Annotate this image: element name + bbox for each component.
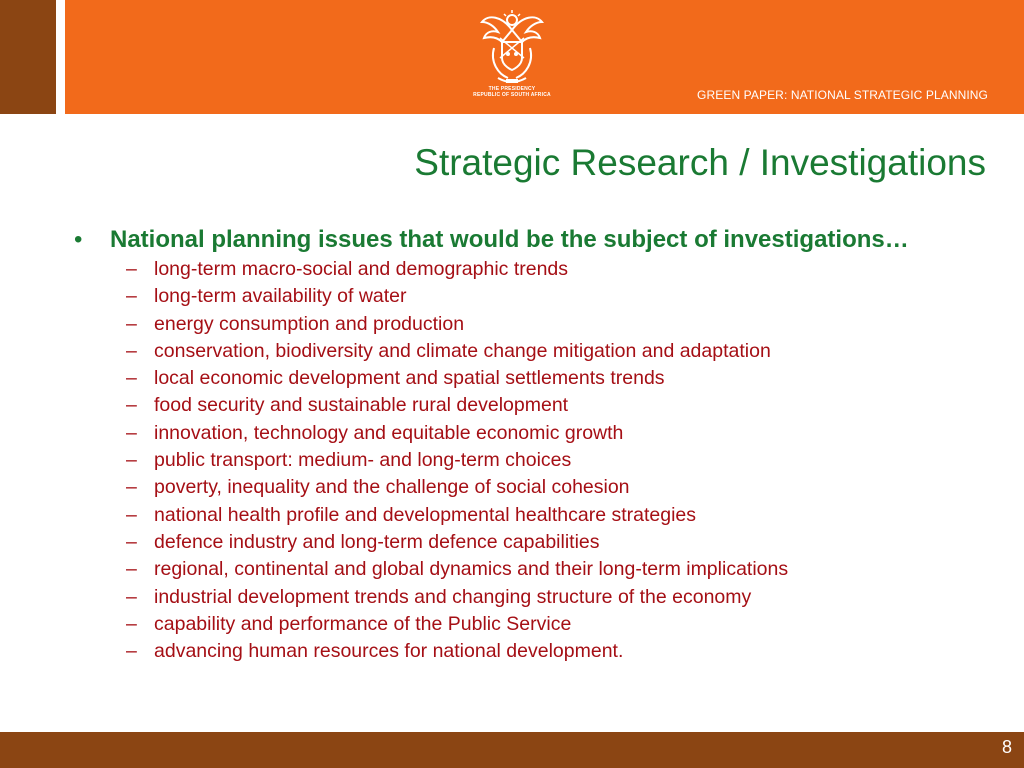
dash-marker: – <box>126 312 137 335</box>
sub-bullet-list <box>70 256 970 665</box>
main-bullet-text: National planning issues that would be the subject of investigations… <box>110 226 909 253</box>
sub-bullet-item <box>70 365 970 392</box>
sub-bullet-text: national health profile and developmental healthcare strategies <box>154 503 697 526</box>
coat-of-arms-icon <box>476 8 548 88</box>
crest-caption <box>448 86 576 98</box>
sub-bullet-text: industrial development trends and changing structure of the economy <box>154 585 752 608</box>
sub-bullet-text: defence industry and long-term defence capabilities <box>154 530 600 553</box>
dash-marker: – <box>126 421 137 444</box>
dash-marker: – <box>126 285 137 308</box>
document-title: GREEN PAPER: NATIONAL STRATEGIC PLANNING <box>697 88 988 102</box>
header-left-bar <box>0 0 56 114</box>
sub-bullet-item <box>70 474 970 501</box>
sub-bullet-item <box>70 338 970 365</box>
dash-marker: – <box>126 339 137 362</box>
slide-content <box>70 226 970 665</box>
bullet-marker: • <box>74 226 83 253</box>
sub-bullet-text: conservation, biodiversity and climate change mitigation and adaptation <box>154 339 771 362</box>
sub-bullet-item <box>70 556 970 583</box>
main-bullet <box>70 226 970 254</box>
sub-bullet-item <box>70 611 970 638</box>
dash-marker: – <box>126 530 137 553</box>
sub-bullet-text: long-term macro-social and demographic trends <box>154 258 569 280</box>
sub-bullet-item <box>70 420 970 447</box>
sub-bullet-text: local economic development and spatial settlements trends <box>154 367 665 390</box>
sub-bullet-text: food security and sustainable rural development <box>154 394 569 417</box>
slide-title: Strategic Research / Investigations <box>414 142 986 183</box>
sub-bullet-item <box>70 584 970 611</box>
dash-marker: – <box>126 612 137 635</box>
dash-marker: – <box>126 367 137 390</box>
slide-header <box>0 0 1024 114</box>
dash-marker: – <box>126 394 137 417</box>
dash-marker: – <box>126 258 137 280</box>
sub-bullet-item <box>70 311 970 338</box>
sub-bullet-item <box>70 256 970 283</box>
sub-bullet-item <box>70 502 970 529</box>
dash-marker: – <box>126 449 137 472</box>
sub-bullet-text: regional, continental and global dynamics and their long-term implications <box>154 558 789 581</box>
dash-marker: – <box>126 640 137 663</box>
sub-bullet-item <box>70 638 970 665</box>
sub-bullet-text: advancing human resources for national development. <box>154 640 624 663</box>
sub-bullet-text: long-term availability of water <box>154 285 407 308</box>
sub-bullet-text: public transport: medium- and long-term choices <box>154 449 572 472</box>
header-divider <box>56 0 65 114</box>
dash-marker: – <box>126 585 137 608</box>
sub-bullet-text: capability and performance of the Public Service <box>154 612 572 635</box>
crest-caption-line1: THE PRESIDENCY <box>488 86 536 92</box>
sub-bullet-text: energy consumption and production <box>154 312 465 335</box>
sub-bullet-item <box>70 447 970 474</box>
dash-marker: – <box>126 476 137 499</box>
sub-bullet-item <box>70 283 970 310</box>
dash-marker: – <box>126 503 137 526</box>
slide-footer <box>0 732 1024 768</box>
sub-bullet-text: innovation, technology and equitable economic growth <box>154 421 624 444</box>
sub-bullet-item <box>70 392 970 419</box>
page-number: 8 <box>1001 737 1012 757</box>
crest-caption-line2: REPUBLIC OF SOUTH AFRICA <box>473 92 551 98</box>
sub-bullet-item <box>70 529 970 556</box>
sub-bullet-text: poverty, inequality and the challenge of social cohesion <box>154 476 630 499</box>
dash-marker: – <box>126 558 137 581</box>
